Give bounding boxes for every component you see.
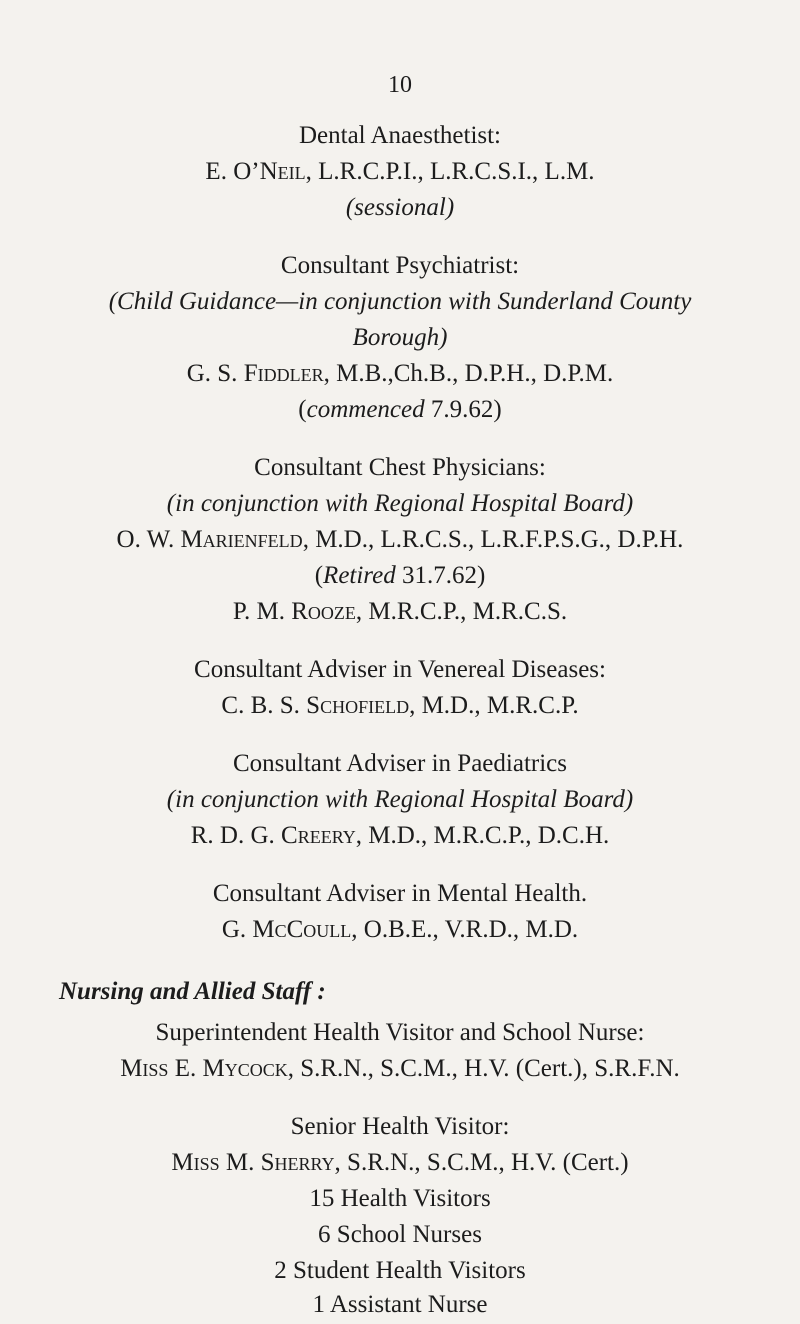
psychiatrist-name: G. S. Fiddler, M.B.,Ch.B., D.P.H., D.P.M.: [186, 360, 614, 387]
senior-health-visitor-name: Miss M. Sherry, S.R.N., S.C.M., H.V. (Cert.): [171, 1149, 629, 1176]
staff-line: 2 Student Health Visitors: [274, 1257, 526, 1284]
senior-health-visitor-heading: Senior Health Visitor:: [290, 1113, 510, 1140]
dental-anaesthetist-note: (sessional): [345, 194, 455, 221]
staff-line: 6 School Nurses: [318, 1221, 482, 1248]
chest-physician-retired: (Retired 31.7.62): [314, 562, 486, 589]
chest-physicians-heading: Consultant Chest Physicians:: [254, 454, 546, 481]
psychiatrist-note-line2: Borough): [352, 324, 448, 351]
chest-physicians-note: (in conjunction with Regional Hospital Board): [166, 490, 634, 517]
mental-health-heading: Consultant Adviser in Mental Health.: [212, 880, 588, 907]
chest-physician-name-2: P. M. Rooze, M.R.C.P., M.R.C.S.: [232, 598, 568, 625]
superintendent-heading: Superintendent Health Visitor and School Nurse:: [155, 1019, 645, 1046]
dental-anaesthetist-name: E. O’Neil, L.R.C.P.I., L.R.C.S.I., L.M.: [205, 158, 595, 185]
staff-line: 15 Health Visitors: [309, 1185, 491, 1212]
venereal-name: C. B. S. Schofield, M.D., M.R.C.P.: [221, 692, 579, 719]
psychiatrist-commenced: (commenced 7.9.62): [298, 396, 502, 423]
psychiatrist-heading: Consultant Psychiatrist:: [280, 252, 520, 279]
superintendent-name: Miss E. Mycock, S.R.N., S.C.M., H.V. (Cert.), S.R.F.N.: [120, 1055, 680, 1082]
paediatrics-note: (in conjunction with Regional Hospital Board): [166, 786, 634, 813]
chest-physician-name-1: O. W. Marienfeld, M.D., L.R.C.S., L.R.F.P.S.G., D.P.H.: [116, 526, 684, 553]
mental-health-name: G. McCoull, O.B.E., V.R.D., M.D.: [221, 916, 579, 943]
nursing-staff-heading: Nursing and Allied Staff :: [59, 978, 326, 1005]
dental-anaesthetist-heading: Dental Anaesthetist:: [298, 122, 502, 149]
venereal-heading: Consultant Adviser in Venereal Diseases:: [194, 656, 606, 683]
paediatrics-name: R. D. G. Creery, M.D., M.R.C.P., D.C.H.: [190, 822, 610, 849]
page-number: 10: [388, 72, 412, 98]
paediatrics-heading: Consultant Adviser in Paediatrics: [233, 750, 567, 777]
psychiatrist-note-line1: (Child Guidance—in conjunction with Sunderland County: [108, 288, 692, 315]
staff-line: 1 Assistant Nurse: [312, 1291, 488, 1318]
